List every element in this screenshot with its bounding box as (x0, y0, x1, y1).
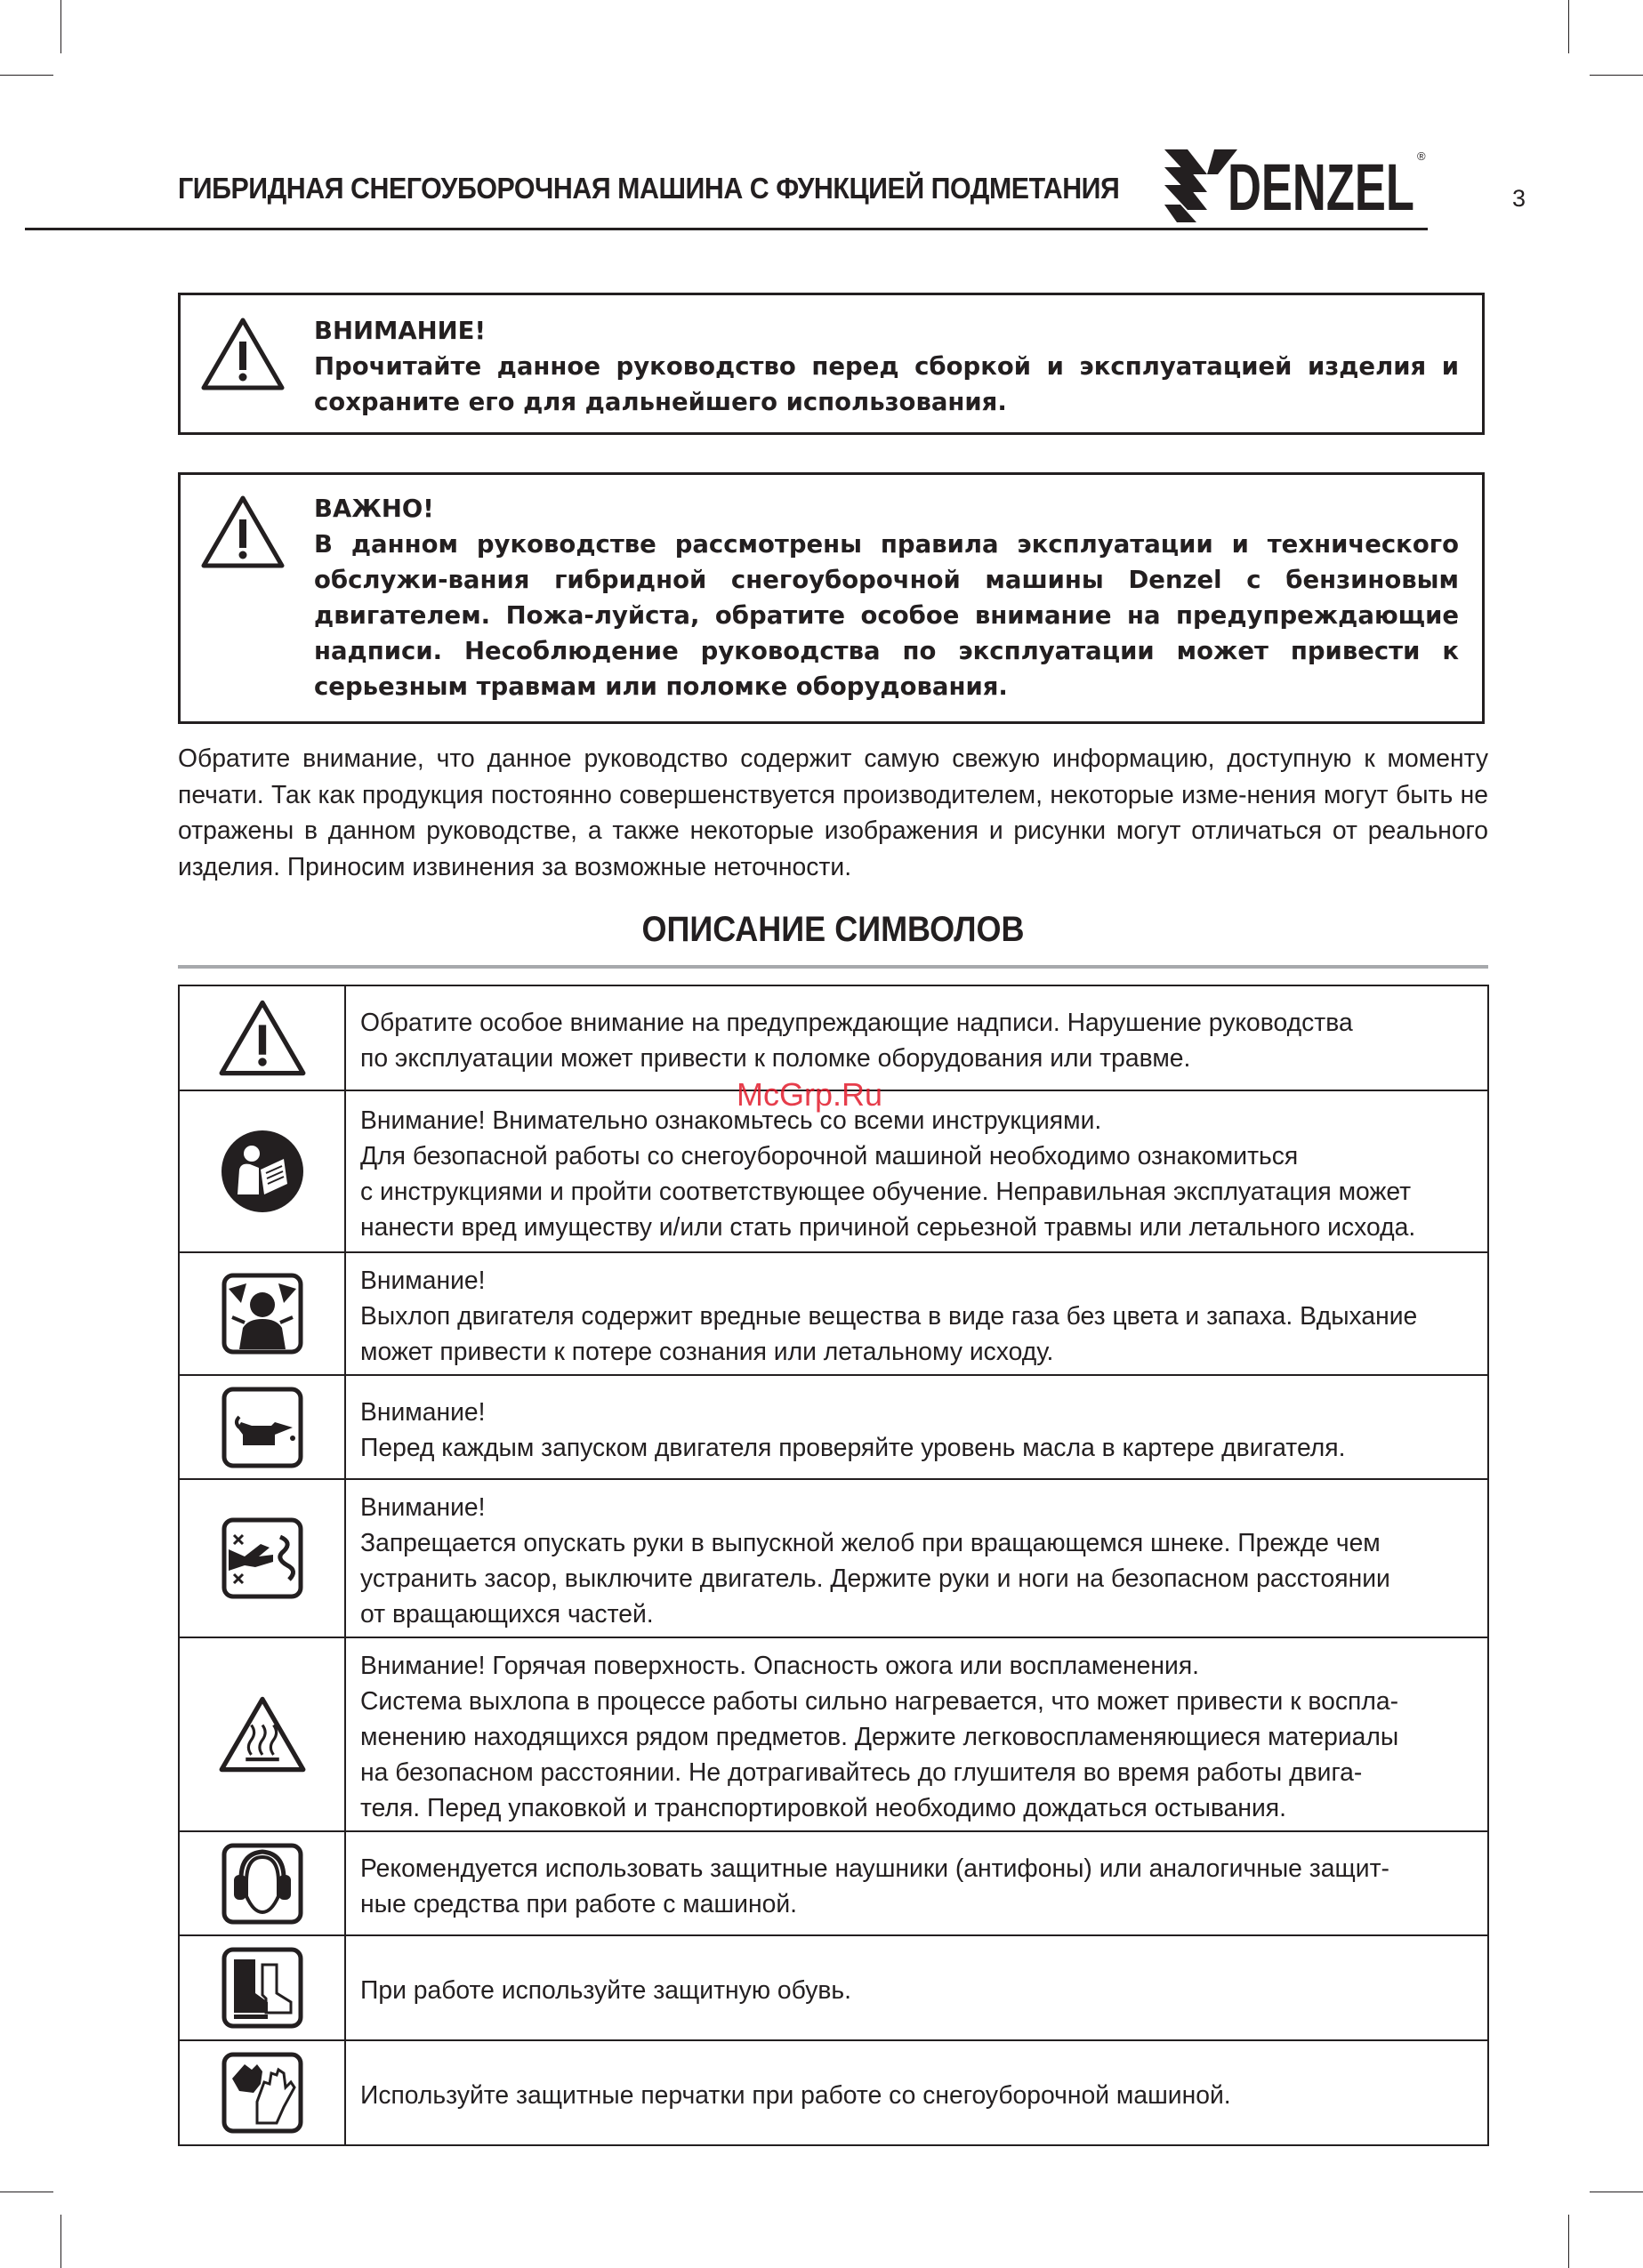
table-row (179, 1479, 1488, 1637)
warning-triangle-icon (200, 317, 286, 391)
section-rule (178, 965, 1488, 969)
section-heading: ОПИСАНИЕ СИМВОЛОВ (641, 910, 1025, 949)
denzel-logo (1161, 141, 1428, 225)
symbol-description-line: Внимание! Горячая поверхность. Опасность ожога или воспламенения. (360, 1651, 1199, 1679)
symbol-description-line: Система выхлопа в процессе работы сильно нагревается, что может привести к воспла- (360, 1686, 1399, 1715)
notice-text: Прочитайте данное руководство перед сборкой и эксплуатацией изделия и сохраните его для дальнейшего использования. (314, 352, 1459, 416)
table-row (179, 985, 1488, 1090)
symbol-description-line: При работе используйте защитную обувь. (360, 1975, 852, 2004)
notice-heading: ВАЖНО! (314, 495, 434, 523)
safety-boots-icon (221, 1947, 303, 2029)
symbol-description-line: Запрещается опускать руки в выпускной желоб при вращающемся шнеке. Прежде чем (360, 1528, 1381, 1556)
symbol-description-line: Обратите особое внимание на предупреждающие надписи. Нарушение руководства (360, 1008, 1353, 1036)
toxic-fumes-icon (221, 1273, 303, 1355)
crop-mark (1568, 2215, 1569, 2268)
intro-paragraph: Обратите внимание, что данное руководство содержит самую свежую информацию, доступную к моменту печати. Так как продукция постоянно совершенствуется производителем, некоторые изме-нения могут быть не отражены в данном руководстве, а также некоторые изображения и рисунки могут отличаться от реального изделия. Приносим извинения за возможные неточности. (178, 744, 1488, 881)
crop-mark (60, 0, 61, 53)
table-row (179, 1935, 1488, 2040)
symbol-description-line: нанести вред имуществу и/или стать причиной серьезной травмы или летального исхода. (360, 1212, 1416, 1241)
symbol-description-line: Используйте защитные перчатки при работе со снегоуборочной машиной. (360, 2080, 1231, 2109)
crop-mark (0, 75, 53, 76)
notice-important (178, 472, 1485, 724)
symbols-table (178, 985, 1489, 2146)
crop-mark (1590, 75, 1643, 76)
symbol-description-line: может привести к потере сознания или летальному исходу. (360, 1337, 1054, 1365)
warning-triangle-icon (200, 495, 286, 569)
symbol-description-line: менению находящихся рядом предметов. Держите легковоспламеняющиеся материалы (360, 1722, 1399, 1750)
table-row (179, 1637, 1488, 1831)
table-row (179, 1831, 1488, 1935)
table-row (179, 1375, 1488, 1479)
hot-surface-icon (218, 1694, 307, 1774)
symbol-description-line: Перед каждым запуском двигателя проверяйте уровень масла в картере двигателя. (360, 1432, 1346, 1461)
symbol-description-line: устранить засор, выключите двигатель. Держите руки и ноги на безопасном расстоянии (360, 1564, 1390, 1592)
symbol-description-line: по эксплуатации может привести к поломке оборудования или травме. (360, 1043, 1191, 1072)
crop-mark (60, 2215, 61, 2268)
safety-gloves-icon (221, 2052, 303, 2134)
hand-auger-hazard-icon (221, 1517, 303, 1599)
page-header-title: ГИБРИДНАЯ СНЕГОУБОРОЧНАЯ МАШИНА С ФУНКЦИЕЙ ПОДМЕТАНИЯ (178, 172, 1120, 205)
symbol-description-line: Рекомендуется использовать защитные наушники (антифоны) или аналогичные защит- (360, 1853, 1389, 1882)
header-rule (25, 228, 1428, 230)
symbol-description-line: ные средства при работе с машиной. (360, 1888, 798, 1918)
symbol-description-line: Для безопасной работы со снегоуборочной машиной необходимо ознакомиться (360, 1141, 1299, 1170)
ear-protection-icon (221, 1843, 303, 1925)
table-row (179, 2040, 1488, 2145)
oil-can-icon (221, 1387, 303, 1468)
crop-mark (1568, 0, 1569, 53)
logo-wordmark: DENZEL (1228, 150, 1414, 224)
symbol-description-line: Внимание! Внимательно ознакомьтесь со всеми инструкциями. (360, 1106, 1102, 1134)
svg-text:®: ® (1417, 149, 1426, 163)
read-manual-icon (220, 1129, 305, 1214)
table-row (179, 1090, 1488, 1252)
notice-heading: ВНИМАНИЕ! (314, 317, 486, 345)
symbol-description-line: на безопасном расстоянии. Не дотрагивайтесь до глушителя во время работы двига- (360, 1757, 1363, 1786)
table-row (179, 1252, 1488, 1375)
watermark: McGrp.Ru (737, 1076, 883, 1113)
notice-text: В данном руководстве рассмотрены правила эксплуатации и технического обслужи-вания гибридной снегоуборочной машины Denzel с бензиновым двигателем. Пожа-луйста, обратите особое внимание на предупреждающие надписи. Несоблюдение руководства по эксплуатации может привести к серьезным травмам или поломке оборудования. (314, 530, 1459, 701)
symbol-description-line: от вращающихся частей. (360, 1599, 654, 1628)
symbol-description-line: Внимание! (360, 1492, 486, 1521)
logo-chevron-icon (1164, 149, 1237, 222)
symbol-description-line: Внимание! (360, 1266, 486, 1294)
symbol-description-line: теля. Перед упаковкой и транспортировкой необходимо дождаться остывания. (360, 1793, 1286, 1822)
page-number: 3 (1512, 185, 1526, 212)
symbol-description-line: Выхлоп двигателя содержит вредные вещества в виде газа без цвета и запаха. Вдыхание (360, 1301, 1418, 1330)
notice-attention (178, 293, 1485, 435)
symbol-description-line: Внимание! (360, 1396, 486, 1426)
symbol-description-line: с инструкциями и пройти соответствующее обучение. Неправильная эксплуатация может (360, 1177, 1412, 1205)
warning-triangle-icon (218, 998, 307, 1078)
